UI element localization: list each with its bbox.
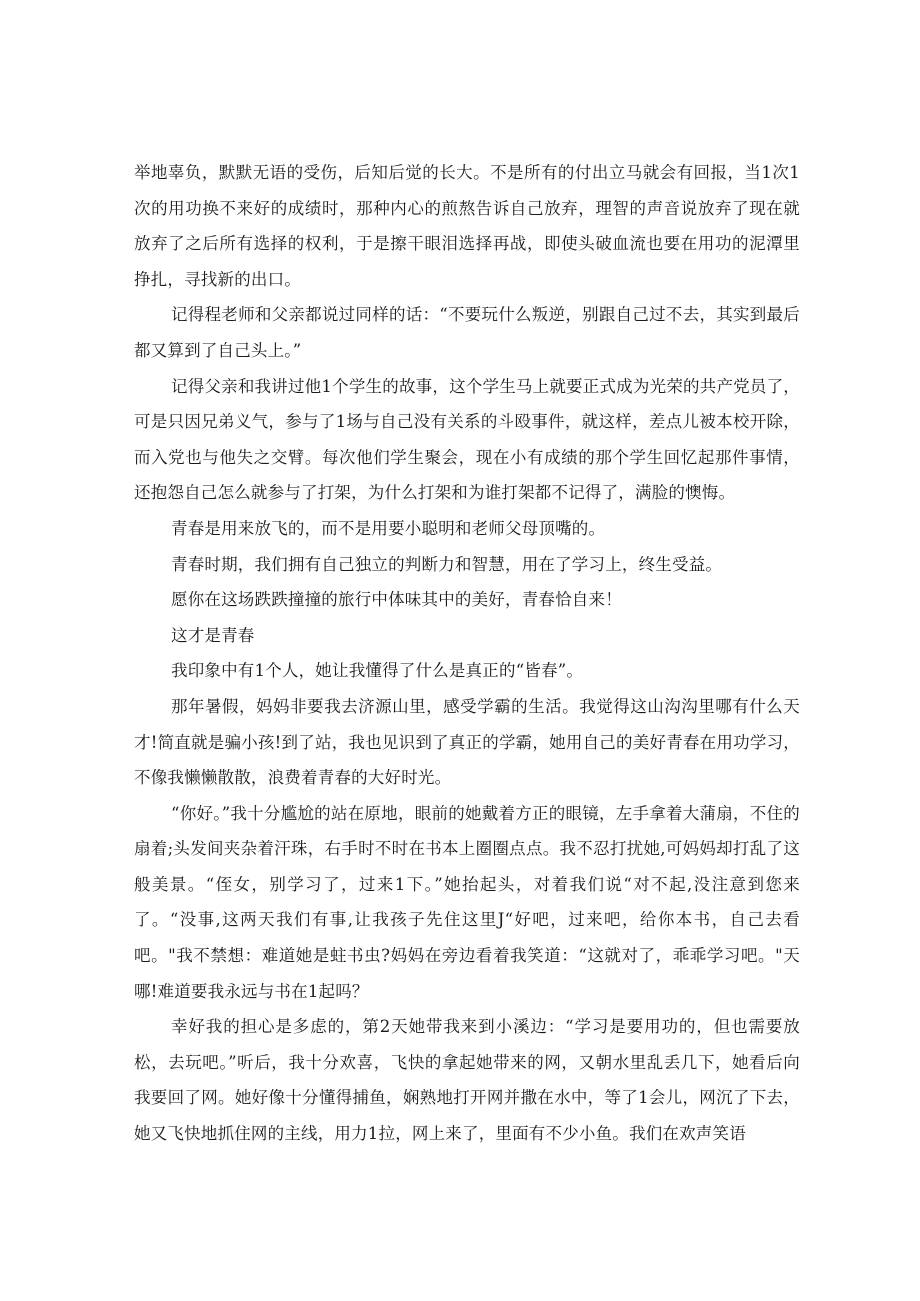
paragraph-11: 幸好我的担心是多虑的，第2天她带我来到小溪边：“学习是要用功的，但也需要放松，去玩吧。”听后，我十分欢喜，飞快的拿起她带来的网，又朝水里乱丢几下，她看后向我要回了网。她好像十分懂得捕鱼，娴熟地打开网并撒在水中，等了1会儿，网沉了下去，她又飞快地抓住网的主线，用力1拉，网上来了，里面有不少小鱼。我们在欢声笑语	[134, 1017, 800, 1144]
paragraph-2: 记得程老师和父亲都说过同样的话：“不要玩什么叛逆，别跟自己过不去，其实到最后都又算到了自己头上。”	[134, 305, 800, 360]
paragraph-6: 愿你在这场跌跌撞撞的旅行中体味其中的美好，青春恰自来！	[171, 590, 622, 610]
section-heading: 这才是青春	[171, 625, 255, 645]
paragraph-3: 记得父亲和我讲过他1个学生的故事，这个学生马上就要正式成为光荣的共产党员了，可是只因兄弟义气，参与了1场与自己没有关系的斗殴事件，就这样，差点儿被本校开除，而入党也与他失之交臂。每次他们学生聚会，现在小有成绩的那个学生回忆起那件事情，还抱怨自己怎么就参与了打架，为什么打架和为谁打架都不记得了，满脸的懊悔。	[134, 376, 800, 503]
paragraph-4: 青春是用来放飞的，而不是用要小聪明和老师父母顶嘴的。	[171, 518, 606, 538]
body-text	[134, 155, 800, 1152]
paragraph-8: 我印象中有1个人，她让我懂得了什么是真正的“皆春”。	[171, 661, 584, 681]
paragraph-5: 青春时期，我们拥有自己独立的判断力和智慧，用在了学习上，终生受益。	[171, 554, 723, 574]
paragraph-10: “你好。”我十分尴尬的站在原地，眼前的她戴着方正的眼镜，左手拿着大蒲扇，不住的扇着;头发间夹杂着汗珠，右手时不时在书本上圈圈点点。我不忍打扰她,可妈妈却打乱了这般美景。“侄女，别学习了，过来1下。”她抬起头，对着我们说“对不起,没注意到您来了。“没事,这两天我们有事,让我孩子先住这里J“好吧，过来吧，给你本书，自己去看吧。"我不禁想：难道她是蛀书虫?妈妈在旁边看着我笑道：“这就对了，乖乖学习吧。"天哪!难道要我永远与书在1起吗？	[134, 803, 800, 1001]
paragraph-9: 那年暑假，妈妈非要我去济源山里，感受学霸的生活。我觉得这山沟沟里哪有什么天才!简直就是骗小孩!到了站，我也见识到了真正的学霸，她用自己的美好青春在用功学习，不像我懒懒散散，浪费着青春的大好时光。	[134, 696, 800, 788]
paragraph-1: 举地辜负，默默无语的受伤，后知后觉的长大。不是所有的付出立马就会有回报，当1次1次的用功换不来好的成绩时，那种内心的煎熬告诉自己放弃，理智的声音说放弃了现在就放弃了之后所有选择的权利，于是擦干眼泪选择再战，即使头破血流也要在用功的泥潭里挣扎，寻找新的出口。	[134, 163, 800, 289]
